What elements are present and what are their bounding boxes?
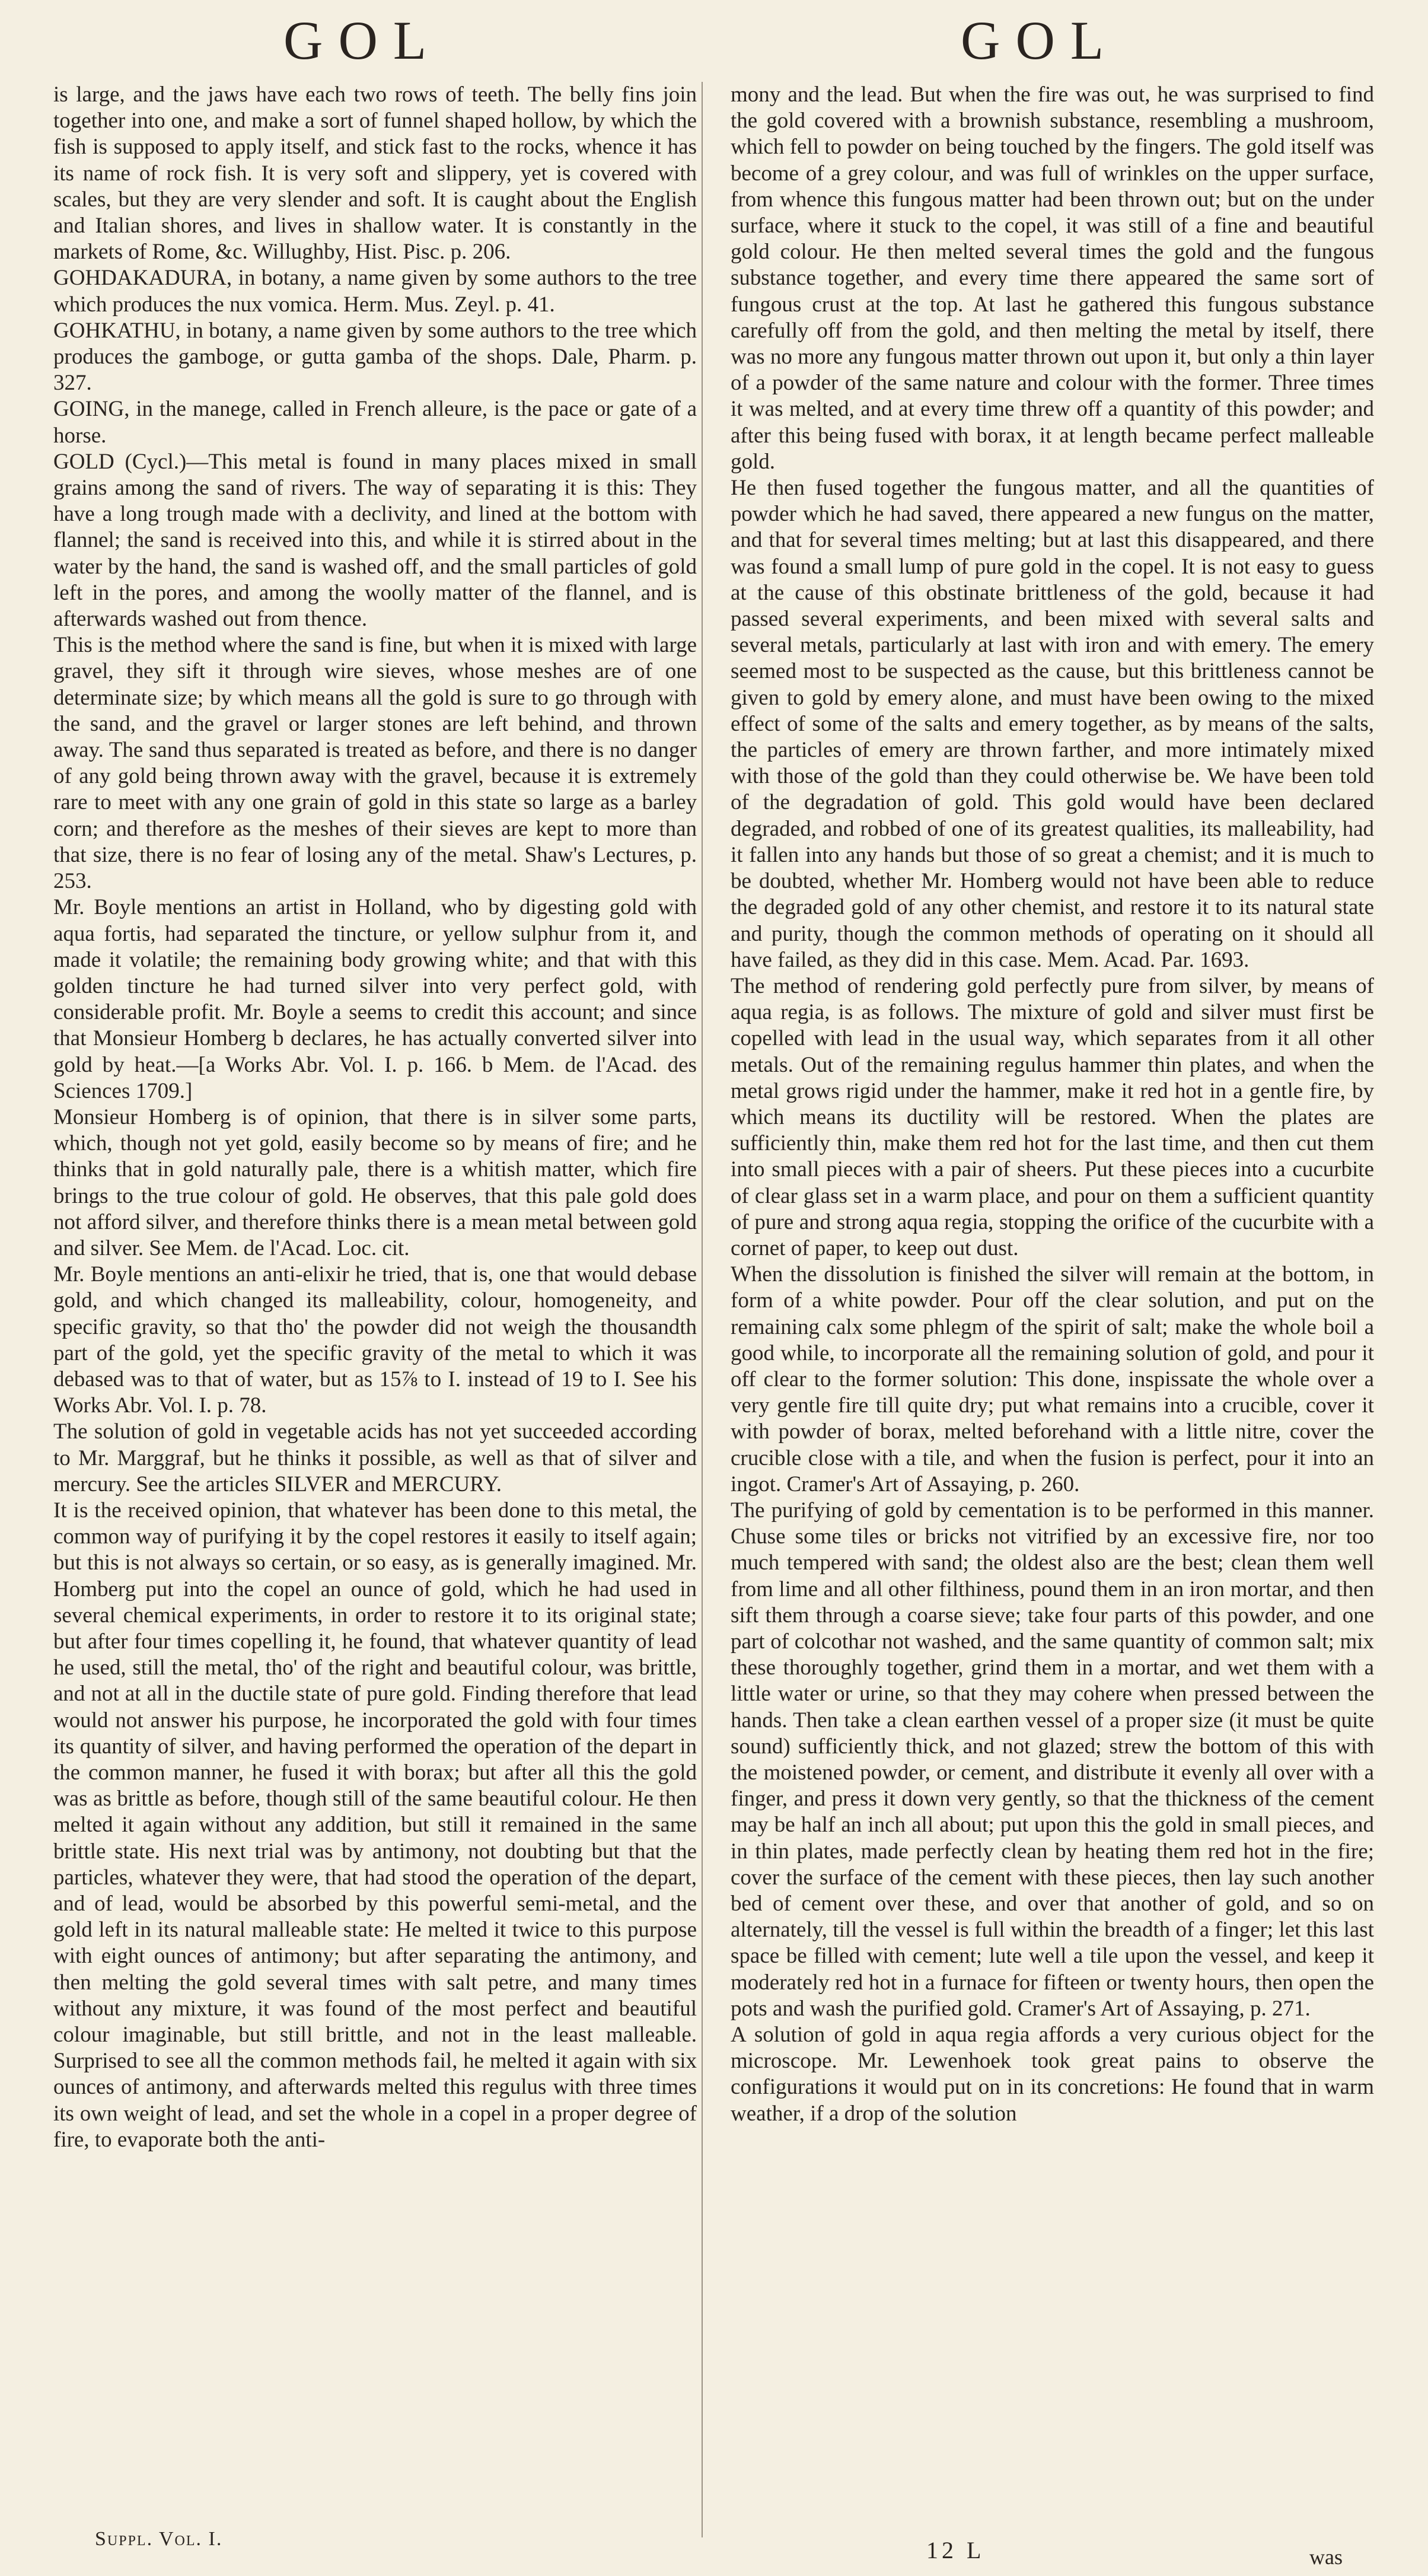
- paragraph: mony and the lead. But when the fire was out, he was surprised to find the gold covered with a brownish substance, resembling a mushroom, which fell to powder on being touched by the fingers. The gold itself was become of a grey colour, and was full of wrinkles on the upper surface, from whence this fungous matter had been thrown out; but on the under surface, where it stuck to the copel, it was still of a fine and beautiful gold colour. He then melted several times the gold and the fungous substance together, and every time there appeared the same sort of fungous crust at the top. At last he gathered this fungous substance carefully off from the gold, and then melting the metal by itself, there was no more any fungous matter thrown out upon it, but only a thin layer of a powder of the same nature and colour with the former. Three times it was melted, and at every time threw off a quantity of this powder; and after this being fused with borax, it at length became perfect malleable gold.: [731, 82, 1374, 474]
- paragraph: This is the method where the sand is fine, but when it is mixed with large gravel, they sift it through wire sieves, whose meshes are of one determinate size; by which means all the gold is sure to go through with the sand, and the gravel or larger stones are left behind, and thrown away. The sand thus separated is treated as before, and there is no danger of any gold being thrown away with the gravel, because it is extremely rare to meet with any one grain of gold in this state so large as a barley corn; and therefore as the meshes of their sieves are kept to more than that size, there is no fear of losing any of the metal. Shaw's Lectures, p. 253.: [53, 633, 697, 894]
- entry-gohdakadura: GOHDAKADURA, in botany, a name given by some authors to the tree which produces the nux vomica. Herm. Mus. Zeyl. p. 41.: [53, 266, 697, 317]
- column-divider: [702, 82, 703, 2537]
- paragraph: Mr. Boyle mentions an artist in Holland, who by digesting gold with aqua fortis, had separated the tincture, or yellow sulphur from it, and made it volatile; the remaining body growing white; and that with this golden tincture he had turned silver into very perfect gold, with considerable profit. Mr. Boyle a seems to credit this account; and since that Monsieur Homberg b declares, he has actually converted silver into gold by heat.—[a Works Abr. Vol. I. p. 166. b Mem. de l'Acad. des Sciences 1709.]: [53, 895, 697, 1103]
- paragraph: The solution of gold in vegetable acids has not yet succeeded according to Mr. Marggraf, but he thinks it possible, as well as that of silver and mercury. See the articles SILVER and MERCURY.: [53, 1419, 697, 1496]
- paragraph: Mr. Boyle mentions an anti-elixir he tried, that is, one that would debase gold, and which changed its malleability, colour, homogeneity, and specific gravity, so that tho' the powder did not weigh the thousandth part of the gold, yet the specific gravity of the metal to which it was debased was to that of water, but as 15⅞ to I. instead of 19 to I. See his Works Abr. Vol. I. p. 78.: [53, 1262, 697, 1418]
- paragraph: Monsieur Homberg is of opinion, that there is in silver some parts, which, though not yet gold, easily become so by means of fire; and he thinks that in gold naturally pale, there is a whitish matter, which fire brings to the true colour of gold. He observes, that this pale gold does not afford silver, and therefore thinks there is a mean metal between gold and silver. See Mem. de l'Acad. Loc. cit.: [53, 1104, 697, 1260]
- running-head-left: GOL: [283, 10, 442, 71]
- right-column: [731, 82, 1374, 2127]
- volume-footer: Suppl. Vol. I.: [95, 2528, 223, 2550]
- paragraph: is large, and the jaws have each two rows of teeth. The belly fins join together into one, and make a sort of funnel shaped hollow, by which the fish is supposed to apply itself, and stick fast to the rocks, whence it has its name of rock fish. It is very soft and slippery, yet is covered with scales, but they are very slender and soft. It is caught about the English and Italian shores, and lives in shallow water. It is constantly in the markets of Rome, &c. Willughby, Hist. Pisc. p. 206.: [53, 82, 697, 265]
- entry-gohkathu: GOHKATHU, in botany, a name given by some authors to the tree which produces the gamboge, or gutta gamba of the shops. Dale, Pharm. p. 327.: [53, 318, 697, 396]
- paragraph: A solution of gold in aqua regia affords a very curious object for the microscope. Mr. Lewenhoek took great pains to observe the configurations it would put on in its concretions: He found that in warm weather, if a drop of the solution: [731, 2023, 1374, 2126]
- paragraph: The method of rendering gold perfectly pure from silver, by means of aqua regia, is as follows. The mixture of gold and silver must first be copelled with lead in the usual way, which separates from it all other metals. Out of the remaining regulus hammer thin plates, and when the metal grows rigid under the hammer, make it red hot in a gentle fire, by which means its ductility will be restored. When the plates are sufficiently thin, make them red hot for the last time, and then cut them into small pieces with a pair of sheers. Put these pieces into a cucurbite of clear glass set in a warm place, and pour on them a sufficient quantity of pure and strong aqua regia, stopping the orifice of the cucurbite with a cornet of paper, to keep out dust.: [731, 973, 1374, 1260]
- entry-gold: GOLD (Cycl.)—This metal is found in many places mixed in small grains among the sand of rivers. The way of separating it is this: They have a long trough made with a declivity, and lined at the bottom with flannel; the sand is received into this, and while it is stirred about in the water by the hand, the sand is washed off, and the small particles of gold left in the pores, and among the woolly matter of the flannel, and is afterwards washed out from thence.: [53, 449, 697, 632]
- paragraph: It is the received opinion, that whatever has been done to this metal, the common way of purifying it by the copel restores it easily to itself again; but this is not always so certain, or so easy, as is generally imagined. Mr. Homberg put into the copel an ounce of gold, which he had used in several chemical experiments, in order to restore it to its original state; but after four times copelling it, he found, that whatever quantity of lead he used, still the metal, tho' of the right and beautiful colour, was brittle, and not at all in the ductile state of pure gold. Finding therefore that lead would not answer his purpose, he incorporated the gold with four times its quantity of silver, and having performed the operation of the depart in the common manner, he fused it with borax; but after all this the gold was as brittle as before, though still of the same beautiful colour. He then melted it again without any addition, but still it remained in the same brittle state. His next trial was by antimony, not doubting but that the particles, whatever they were, that had stood the operation of the depart, and of lead, would be absorbed by this powerful semi-metal, and the gold left in its natural malleable state: He melted it twice to this purpose with eight ounces of antimony; but after separating the antimony, and then melting the gold several times with salt petre, and many times without any mixture, it was found of the most perfect and beautiful colour imaginable, but still brittle, and not in the least malleable. Surprised to see all the common methods fail, he melted it again with six ounces of antimony, and afterwards melted this regulus with three times its own weight of lead, and set the whole in a copel in a proper degree of fire, to evaporate both the anti-: [53, 1498, 697, 2152]
- paragraph: When the dissolution is finished the silver will remain at the bottom, in form of a white powder. Pour off the clear solution, and put on the remaining calx some phlegm of the spirit of salt; make the whole boil a good while, to incorporate all the remaining solution of gold, and pour it off clear to the former solution: This done, inspissate the whole over a very gentle fire till quite dry; put what remains into a crucible, cover it with powder of borax, melted beforehand with a little nitre, cover the crucible close with a tile, and when the fusion is perfect, pour it into an ingot. Cramer's Art of Assaying, p. 260.: [731, 1262, 1374, 1496]
- running-head-right: GOL: [961, 10, 1120, 71]
- paragraph: He then fused together the fungous matter, and all the quantities of powder which he had saved, there appeared a new fungus on the matter, and that for several times melting; but at last this disappeared, and there was found a small lump of pure gold in the copel. It is not easy to guess at the cause of this obstinate brittleness of the gold, because it had passed several experiments, and been mixed with several salts and several metals, particularly at last with iron and with emery. The emery seemed most to be suspected as the cause, but this brittleness cannot be given to gold by emery alone, and must have been owing to the mixed effect of some of the salts and emery together, as by means of the salts, the particles of emery are thrown farther, and more intimately mixed with those of the gold than they could otherwise be. We have been told of the degradation of gold. This gold would have been declared degraded, and robbed of one of its greatest qualities, its malleability, had it fallen into any hands but those of so great a chemist; and it is much to be doubted, whether Mr. Homberg would not have been able to reduce the degraded gold of any other chemist, and restore it to its natural state and purity, though the common methods of operating on it should all have failed, as they did in this case. Mem. Acad. Par. 1693.: [731, 476, 1374, 972]
- catchword: was: [1309, 2545, 1343, 2569]
- signature-mark: 12 L: [926, 2537, 985, 2564]
- left-column: [53, 82, 697, 2153]
- entry-going: GOING, in the manege, called in French alleure, is the pace or gate of a horse.: [53, 397, 697, 448]
- paragraph: The purifying of gold by cementation is to be performed in this manner. Chuse some tiles or bricks not vitrified by an excessive fire, nor too much tempered with sand; the oldest also are the best; clean them well from lime and all other filthiness, pound them in an iron mortar, and then sift them through a coarse sieve; take four parts of this powder, and one part of colcothar not washed, and the same quantity of common salt; mix these thoroughly together, grind them in a mortar, and wet them with a little water or urine, so that they may cohere when pressed between the hands. Then take a clean earthen vessel of a proper size (it must be quite sound) sufficiently thick, and not glazed; strew the bottom of this with the moistened powder, or cement, and distribute it evenly all over with a finger, and press it down very gently, so that the thickness of the cement may be half an inch all about; put upon this the gold in small pieces, and in thin plates, made perfectly clean by heating them red hot in the fire; cover the surface of the cement with these pieces, then lay such another bed of cement over these, and over that another of gold, and so on alternately, till the vessel is full within the breadth of a finger; let this last space be filled with cement; lute well a tile upon the vessel, and keep it moderately red hot in a furnace for fifteen or twenty hours, then open the pots and wash the purified gold. Cramer's Art of Assaying, p. 271.: [731, 1498, 1374, 2021]
